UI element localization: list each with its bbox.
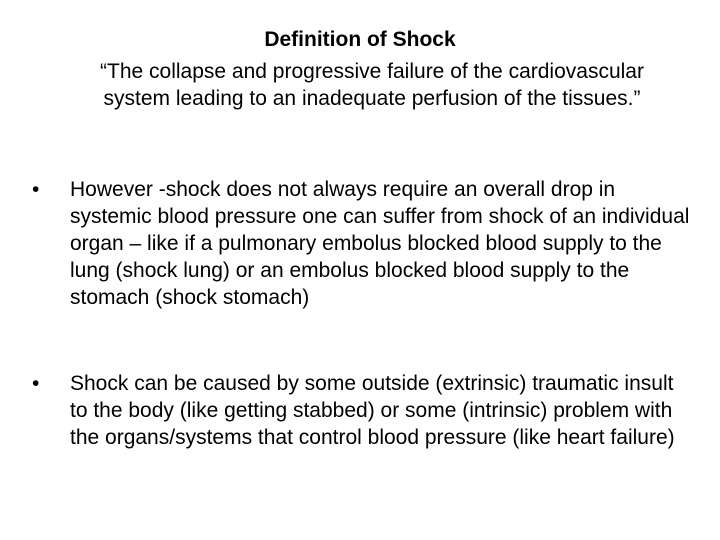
bullet-marker: • [32,178,40,201]
bullet-text: Shock can be caused by some outside (extrinsic) traumatic insult to the body (like getting stabbed) or some (intrinsic) problem with the organs/systems that control blood pressure (like heart failure) [70,372,675,449]
bullet-item [32,370,692,451]
bullet-item [32,176,692,311]
definition-quote: “The collapse and progressive failure of the cardiovascular system leading to an inadequate perfusion of the tissues.” [100,60,644,110]
bullet-text: However -shock does not always require an overall drop in systemic blood pressure one can suffer from shock of an individual organ – like if a pulmonary embolus blocked blood supply to the lung (shock lung) or an embolus blocked blood supply to the stomach (shock stomach) [70,178,690,309]
slide-title: Definition of Shock [264,28,456,51]
bullet-marker: • [32,372,40,395]
